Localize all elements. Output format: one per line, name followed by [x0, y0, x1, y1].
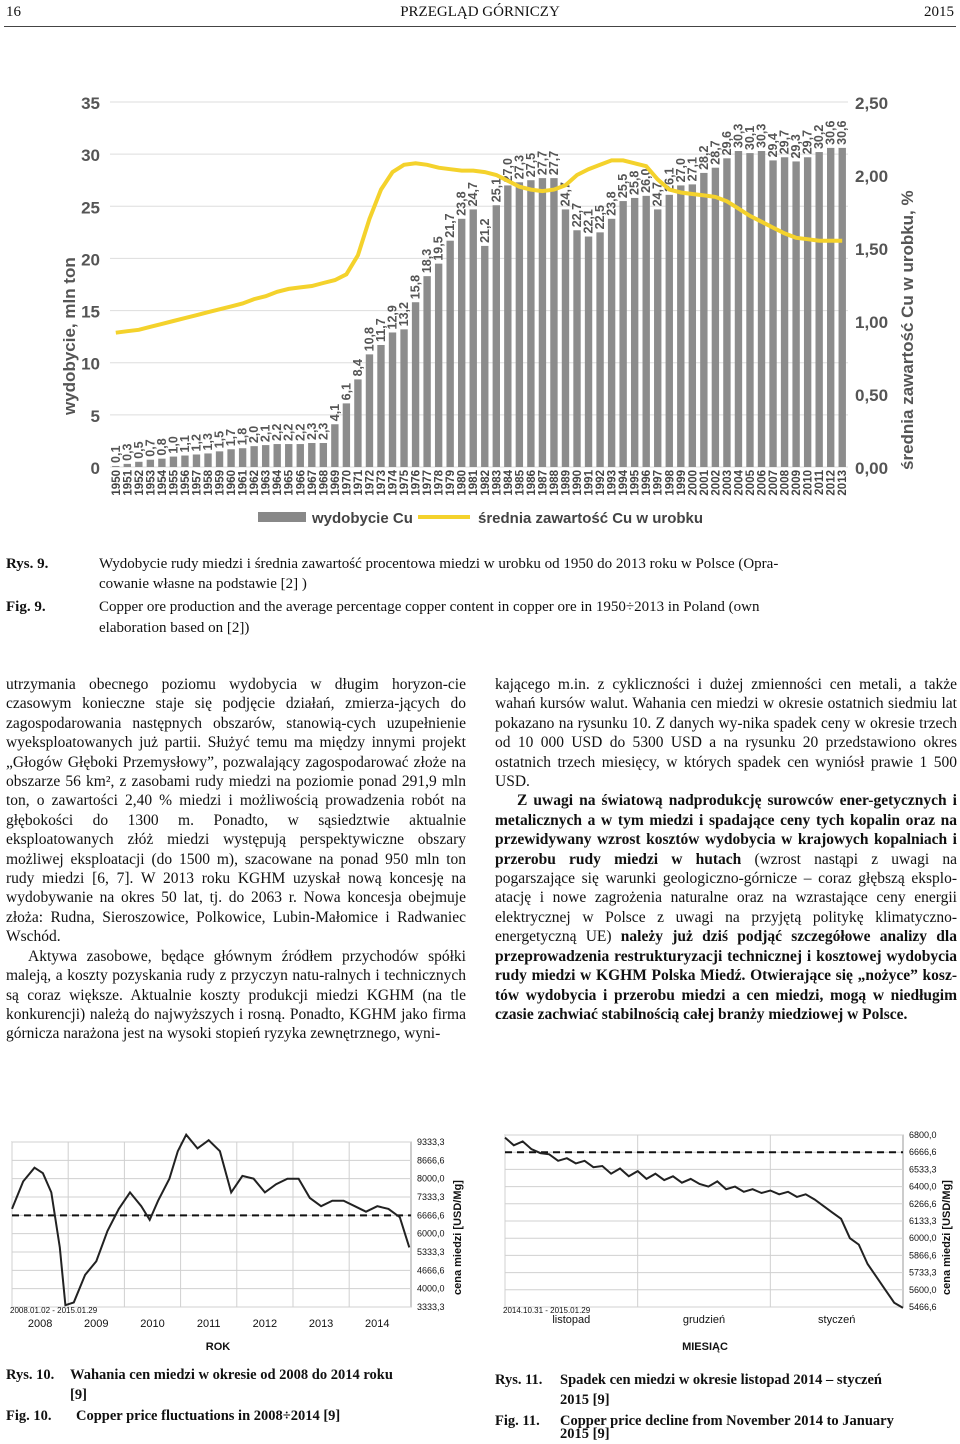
fig9-bar — [608, 219, 615, 467]
fig9-y-tick-label: 0 — [90, 459, 100, 478]
fig9-x-tick-label: 2001 — [698, 470, 711, 496]
fig9-bar — [815, 152, 822, 467]
fig9-x-tick-label: 1964 — [272, 470, 285, 496]
fig9-bar — [619, 201, 626, 467]
fig10-y-tick-label: 7333,3 — [417, 1192, 445, 1202]
fig9-x-tick-label: 1990 — [572, 470, 585, 496]
fig9-bar — [769, 160, 776, 467]
fig9-bar — [458, 219, 465, 467]
fig10-y-tick-label: 6000,0 — [417, 1228, 445, 1239]
fig11-caption-pl-label: Rys. 11. — [495, 1372, 543, 1388]
fig9-x-tick-label: 1970 — [341, 470, 354, 496]
fig9-y-tick-label: 10 — [81, 354, 100, 374]
fig9-bar — [227, 449, 234, 467]
fig10-x-tick-label: 2013 — [308, 1318, 334, 1330]
fig9-bar-label: 26,1 — [662, 167, 677, 192]
fig9-bar-label: 22,7 — [570, 202, 585, 228]
fig9-bar — [412, 302, 419, 467]
fig9-x-tick-label: 1951 — [122, 470, 135, 496]
fig11-caption-en-label: Fig. 11. — [495, 1413, 540, 1429]
fig9-x-tick-label: 1956 — [179, 470, 192, 496]
fig9-bar — [643, 196, 650, 467]
fig9-bar-label: 1,1 — [177, 435, 192, 453]
fig9-x-tick-label: 1954 — [156, 470, 169, 496]
fig9-bar-label: 18,3 — [420, 248, 435, 274]
fig9-y2-tick-label: 1,50 — [855, 240, 889, 259]
fig9-x-tick-label: 1997 — [652, 470, 665, 496]
fig9-x-tick-label: 1972 — [364, 470, 377, 496]
body-right-bold-1: Z uwagi na światową nadprodukcję surowców ener-getycznych i metalicznych a w tym miedzi i spadające ceny tych kopalin oraz na przewidywany wzrost kosztów wydobycia w krajowych kopalniach i przerobu rudy miedzi w hutach — [495, 792, 957, 868]
fig9-bar-label: 30,3 — [731, 123, 746, 149]
body-right-column — [495, 675, 957, 1024]
fig9-x-tick-label: 1950 — [110, 470, 123, 496]
fig9-bar — [423, 276, 430, 467]
fig9-bar-label: 30,6 — [835, 120, 850, 145]
fig9-bar — [112, 466, 119, 467]
fig9-bar-label: 30,6 — [823, 120, 838, 145]
fig9-bar — [262, 445, 269, 467]
fig10-x-axis-label: ROK — [205, 1341, 231, 1353]
fig9-x-tick-label: 1966 — [295, 470, 308, 496]
fig9-x-tick-label: 1989 — [560, 470, 573, 496]
fig9-caption-pl-line2: cowanie własne na podstawie [2] ) — [99, 576, 307, 592]
fig11-y-tick-label: 5733,3 — [909, 1267, 937, 1278]
fig9-x-tick-label: 1963 — [260, 470, 273, 496]
fig9-bar — [158, 459, 165, 467]
fig11-x-tick-label: grudzień — [682, 1314, 726, 1326]
fig9-bar — [631, 198, 638, 467]
fig9-bar — [181, 456, 188, 467]
fig9-y-tick-label: 30 — [81, 146, 100, 166]
fig9-bar-label: 24,7 — [558, 182, 573, 207]
fig9-bar — [274, 444, 281, 467]
fig9-bar — [193, 454, 200, 467]
fig9-bar-label: 19,5 — [431, 236, 446, 261]
fig10-y-tick-label: 3333,3 — [417, 1302, 445, 1312]
fig9-x-tick-label: 2003 — [721, 470, 734, 496]
fig9-y-tick-label: 35 — [81, 94, 100, 113]
fig9-bar-label: 27,5 — [523, 152, 538, 178]
fig9-bar-label: 1,7 — [224, 428, 239, 447]
fig10-x-tick-label: 2008 — [27, 1318, 53, 1330]
fig11-x-tick-label: styczeń — [818, 1314, 856, 1326]
fig9-y2-tick-label: 1,00 — [855, 313, 889, 332]
fig9-bar — [827, 148, 834, 467]
fig9-bar — [389, 332, 396, 467]
fig9-chart — [0, 30, 960, 550]
fig10-caption-en: Copper price fluctuations in 2008÷2014 [9] — [76, 1408, 341, 1424]
fig9-bar-label: 0,5 — [131, 441, 146, 459]
fig9-x-tick-label: 1967 — [306, 470, 319, 496]
fig9-x-tick-label: 1995 — [629, 470, 642, 496]
fig9-bar — [539, 178, 546, 467]
fig10-x-tick-label: 2012 — [252, 1318, 278, 1330]
fig9-bar-label: 1,2 — [189, 434, 204, 452]
fig9-x-tick-label: 1973 — [375, 470, 388, 496]
fig9-bar — [516, 182, 523, 467]
journal-year: 2015 — [924, 4, 954, 20]
fig10-x-tick-label: 2014 — [365, 1318, 390, 1330]
fig9-bar-label: 24,7 — [466, 182, 481, 207]
fig9-bar-label: 27,7 — [535, 150, 550, 176]
fig9-x-tick-label: 1980 — [456, 470, 469, 496]
fig9-x-tick-label: 1969 — [329, 470, 342, 496]
fig9-bar-label: 0,1 — [108, 445, 123, 463]
fig9-bar-label: 0,7 — [143, 439, 158, 457]
fig9-bar-label: 27,0 — [673, 158, 688, 183]
fig9-x-tick-label: 1979 — [445, 470, 458, 496]
fig9-bar — [400, 329, 407, 467]
fig9-bar-label: 12,9 — [385, 305, 400, 330]
fig9-x-tick-label: 1986 — [525, 470, 538, 496]
fig9-x-tick-label: 2000 — [687, 470, 700, 496]
fig9-bar — [366, 354, 373, 467]
page-number: 16 — [6, 4, 21, 20]
fig9-bar-label: 2,3 — [316, 422, 331, 441]
fig11-y-axis-label: cena miedzi [USD/Mg] — [941, 1180, 953, 1295]
fig9-x-tick-label: 1976 — [410, 470, 423, 496]
fig9-bar — [204, 453, 211, 467]
fig9-x-tick-label: 1965 — [283, 470, 296, 496]
fig9-bar — [654, 209, 661, 467]
fig9-bar-label: 27,7 — [546, 150, 561, 176]
fig9-bar-label: 8,4 — [350, 359, 365, 377]
fig9-bar-label: 1,5 — [212, 430, 227, 449]
fig11-y-tick-label: 6800,0 — [909, 1130, 937, 1140]
fig10-x-tick-label: 2011 — [196, 1318, 221, 1330]
fig9-bar — [170, 457, 177, 467]
fig9-bar-label: 30,1 — [742, 125, 757, 151]
fig9-x-tick-label: 2010 — [802, 470, 815, 496]
fig10-caption-pl-label: Rys. 10. — [6, 1367, 55, 1383]
fig11-y-tick-label: 5600,0 — [909, 1284, 937, 1295]
fig9-bar-label: 1,8 — [235, 427, 250, 446]
fig9-x-tick-label: 2004 — [733, 470, 746, 496]
fig9-caption-pl-label: Rys. 9. — [6, 556, 49, 572]
fig9-bar-label: 28,7 — [708, 140, 723, 165]
fig9-bar — [331, 424, 338, 467]
fig9-bar-label: 28,2 — [696, 145, 711, 170]
fig9-x-tick-label: 1953 — [145, 470, 158, 496]
fig9-x-tick-label: 2013 — [837, 470, 850, 496]
fig9-bar — [481, 246, 488, 467]
fig11-y-tick-label: 6400,0 — [909, 1181, 937, 1192]
fig9-x-tick-label: 1991 — [583, 470, 596, 496]
fig9-y2-tick-label: 0,50 — [855, 386, 889, 405]
fig9-bar — [573, 230, 580, 467]
fig9-y-tick-label: 25 — [81, 198, 100, 218]
fig9-bar-label: 24,7 — [650, 182, 665, 207]
fig9-legend — [258, 510, 703, 527]
fig10-y-tick-label: 8666,6 — [417, 1155, 445, 1166]
fig9-bar-label: 29,7 — [777, 129, 792, 155]
fig9-bar — [585, 237, 592, 467]
fig9-x-tick-label: 1983 — [491, 470, 504, 496]
fig9-y-axis-label: wydobycie, mln ton — [60, 257, 79, 415]
fig9-bar-label: 25,8 — [627, 170, 642, 195]
fig9-bar-label: 23,8 — [454, 191, 469, 216]
fig9-x-tick-label: 1988 — [548, 470, 561, 496]
fig9-x-tick-label: 2008 — [779, 470, 792, 496]
fig9-x-tick-label: 1971 — [352, 470, 365, 496]
fig9-x-tick-label: 2005 — [744, 470, 757, 496]
fig9-y-tick-label: 15 — [81, 302, 100, 322]
fig9-y2-tick-label: 2,50 — [855, 94, 889, 113]
fig9-bar — [446, 241, 453, 467]
fig9-x-tick-label: 1955 — [168, 470, 181, 496]
fig9-bar — [504, 185, 511, 467]
fig9-x-tick-label: 2012 — [825, 470, 838, 496]
fig9-x-tick-label: 1975 — [399, 470, 412, 496]
body-right-normal-1: (wzrost nastąpi z uwagi na pogarszające się warunki geologiczno-górnicze – coraz głębszą eksplo-atację i nowe zagrożenia naturalne oraz na wzrastające ceny energii elektrycznej w Polsce z uwagi na przyjętą politykę klimatyczno-energetyczną UE) — [495, 850, 957, 946]
fig9-x-tick-label: 1961 — [237, 470, 250, 496]
fig10-caption-en-label: Fig. 10. — [6, 1408, 52, 1424]
fig9-bar — [689, 184, 696, 467]
body-left-paragraph-1: utrzymania obecnego poziomu wydobycia w długim horyzon-cie czasowym konieczne staje się podjęcie działań, zmierza-jących do zagospodarowania następnych obszarów, stanowią-cych uzupełnienie wyeksploatowanych już partii. Służyć temu ma między innymi projekt „Głogów Głęboki Przemysłowy”, pozwalający zagospodarować złoże na obszarze 56 km², z zasobami rudy miedzi na poziomie ponad 291,9 mln ton, o zawartości 2,40 % miedzi i możliwością prowadzenia robót na głębokości do 1300 m. Ponadto, w sąsiedztwie aktualnie eksploatowanych złóż miedzi występują perspektywiczne obszary możliwej eksploatacji (do 1500 m), szacowane na ponad 950 mln ton rudy miedzi [6, 7]. W 2013 roku KGHM uzyskał nową koncesję na wydobywanie na okres 50 lat, tj. do 2063 r. Nowa koncesja obejmuje złoża: Rudna, Sieroszowice, Polkowice, Lubin-Małomice i Radwaniec Wschód. — [6, 676, 466, 946]
fig11-y-tick-label: 6533,3 — [909, 1164, 937, 1175]
fig9-bar-label: 30,2 — [812, 124, 827, 150]
fig9-bar-label: 15,8 — [408, 274, 423, 300]
fig9-bar-label: 2,2 — [270, 423, 285, 442]
header-rule — [4, 26, 956, 27]
fig9-x-tick-label: 2009 — [791, 470, 804, 496]
fig9-bar — [666, 195, 673, 467]
fig9-bar-label: 2,3 — [304, 422, 319, 441]
fig9-caption-en-label: Fig. 9. — [6, 599, 46, 615]
fig9-x-tick-label: 1978 — [433, 470, 446, 496]
fig10-y-axis-label: cena miedzi [USD/Mg] — [452, 1180, 464, 1295]
fig9-bar-label: 26,0 — [639, 168, 654, 193]
fig11-y-tick-label: 5466,6 — [909, 1302, 937, 1312]
fig11-y-tick-label: 5866,6 — [909, 1250, 937, 1261]
fig9-bar — [839, 148, 846, 467]
fig10-y-tick-label: 4666,6 — [417, 1265, 445, 1276]
fig9-bar-label: 4,1 — [327, 403, 342, 422]
fig9-bar — [320, 443, 327, 467]
fig9-bar — [135, 462, 142, 467]
fig10-y-tick-label: 4000,0 — [417, 1283, 445, 1294]
fig9-bar — [596, 232, 603, 467]
fig9-legend-swatch-bars — [258, 512, 306, 522]
fig9-bar-label: 21,7 — [443, 213, 458, 238]
fig10-x-tick-label: 2009 — [84, 1318, 109, 1330]
fig9-bar — [735, 151, 742, 467]
fig9-legend-label-bars: wydobycie Cu — [312, 510, 413, 527]
fig11-caption-pl-line2: 2015 [9] — [560, 1392, 610, 1408]
fig9-bar — [746, 153, 753, 467]
fig9-x-tick-label: 1992 — [595, 470, 608, 496]
fig11-caption-en-line1: Copper price decline from November 2014 to January — [560, 1413, 894, 1429]
fig9-x-tick-label: 1982 — [479, 470, 492, 496]
journal-title: PRZEGLĄD GÓRNICZY — [400, 4, 560, 20]
fig10-y-tick-label: 9333,3 — [417, 1137, 445, 1147]
fig9-y2-tick-label: 0,00 — [855, 459, 889, 478]
fig9-bar-label: 0,8 — [154, 438, 169, 456]
fig9-x-tick-label: 1974 — [387, 470, 400, 496]
fig9-x-tick-label: 2006 — [756, 470, 769, 496]
fig11-caption-en-line2: 2015 [9] — [560, 1426, 610, 1442]
fig9-bar — [562, 209, 569, 467]
fig9-bar-label: 27,3 — [512, 154, 527, 180]
fig9-bar — [700, 173, 707, 467]
fig9-bar-label: 30,3 — [754, 123, 769, 149]
fig9-bar — [781, 157, 788, 467]
fig9-x-tick-label: 1987 — [537, 470, 550, 496]
fig9-x-tick-label: 1993 — [606, 470, 619, 496]
fig10-chart — [6, 1125, 468, 1360]
fig10-y-tick-label: 5333,3 — [417, 1247, 445, 1257]
fig9-bar-label: 11,7 — [373, 318, 388, 342]
fig9-y2-axis-label: średnia zawartość Cu w urobku, % — [898, 190, 917, 470]
fig9-bar-label: 22,5 — [593, 205, 608, 230]
fig9-bar — [792, 161, 799, 467]
fig9-bar-label: 22,1 — [581, 209, 596, 234]
fig9-bar-label: 2,0 — [247, 425, 262, 444]
fig10-date-range-label: 2008.01.02 - 2015.01.29 — [10, 1306, 98, 1315]
fig9-bar — [527, 180, 534, 467]
fig9-x-tick-label: 1994 — [618, 470, 631, 496]
fig9-bar — [285, 444, 292, 467]
fig9-bar — [804, 157, 811, 467]
fig9-x-tick-label: 1968 — [318, 470, 331, 496]
body-left-paragraph-2: Aktywa zasobowe, będące głównym źródłem przychodów spółki maleją, a koszty pozyskania rudy z przyczyn natu-ralnych i technicznych są coraz większe. Aktualnie koszty produkcji miedzi KGHM (na tle konkurencji) należą do najwyższych i rosną. Ponadto, KGHM jako firma górnicza narażona jest na wysoki stopień ryzyka zewnętrznego, wyni- — [6, 947, 466, 1043]
fig9-y-tick-label: 5 — [90, 406, 100, 426]
fig9-bar — [216, 451, 223, 467]
fig9-x-tick-label: 1998 — [664, 470, 677, 496]
fig9-x-tick-label: 1957 — [191, 470, 204, 496]
fig10-caption-pl-line2: [9] — [70, 1387, 87, 1403]
fig9-bar-label: 29,3 — [789, 134, 804, 159]
fig9-caption-en-line2: elaboration based on [2]) — [99, 620, 250, 636]
fig9-x-tick-label: 1981 — [468, 470, 481, 496]
fig9-bar-label: 25,5 — [616, 173, 631, 199]
fig11-date-range-label: 2014.10.31 - 2015.01.29 — [503, 1306, 591, 1315]
fig9-bar — [354, 379, 361, 467]
fig9-bar — [712, 168, 719, 467]
fig9-bar-label: 2,2 — [293, 423, 308, 442]
fig9-bar-label: 23,8 — [604, 191, 619, 216]
fig9-bar — [343, 403, 350, 467]
fig9-x-tick-label: 1977 — [422, 470, 435, 496]
fig11-y-tick-label: 6666,6 — [909, 1147, 937, 1158]
fig9-x-tick-label: 1962 — [249, 470, 262, 496]
fig9-x-tick-label: 1999 — [675, 470, 688, 496]
fig9-bar — [124, 464, 131, 467]
body-right-bold-2: należy już dziś podjąć szczegółowe analizy dla przeprowadzenia restrukturyzacji technicznej i kosztowej wydobycia rudy miedzi w KGHM Polska Miedź. Otwierające się „nożyce” kosz-tów wydobycia i przerobu miedzi a cen miedzi, mogą w niedługim czasie zachwiać stabilnością całej branży miedziowej w Polsce. — [495, 928, 957, 1023]
fig9-bar — [470, 209, 477, 467]
fig11-x-tick-label: listopad — [552, 1314, 591, 1326]
fig9-y2-tick-label: 2,00 — [855, 167, 889, 186]
fig9-bar-label: 13,2 — [397, 301, 412, 327]
fig9-x-tick-label: 1996 — [641, 470, 654, 496]
fig9-bar — [250, 446, 257, 467]
fig10-x-tick-label: 2010 — [140, 1318, 165, 1330]
fig9-x-tick-label: 2011 — [814, 470, 827, 495]
body-left-column — [6, 675, 466, 1044]
fig9-x-tick-label: 1960 — [226, 470, 239, 496]
fig11-y-tick-label: 6266,6 — [909, 1198, 937, 1209]
fig9-bar-label: 27,0 — [500, 158, 515, 183]
fig9-bar — [239, 448, 246, 467]
fig9-x-tick-label: 1959 — [214, 470, 227, 496]
fig9-bar-label: 0,3 — [120, 443, 135, 461]
fig9-bar — [297, 444, 304, 467]
fig9-x-tick-label: 2007 — [768, 470, 781, 496]
fig9-x-tick-label: 2002 — [710, 470, 723, 496]
fig9-bar-label: 1,3 — [201, 433, 216, 451]
fig10-y-tick-label: 6666,6 — [417, 1210, 445, 1221]
fig9-x-tick-label: 1952 — [133, 470, 146, 496]
fig11-y-tick-label: 6000,0 — [909, 1233, 937, 1244]
fig9-bar — [677, 185, 684, 467]
fig11-chart — [495, 1125, 957, 1360]
fig9-bar-label: 2,1 — [258, 424, 273, 443]
fig9-bar-label: 25,1 — [489, 177, 504, 203]
fig9-bar-label: 29,6 — [719, 130, 734, 156]
fig9-bar — [435, 264, 442, 467]
fig9-bar — [550, 178, 557, 467]
fig9-caption-en-line1: Copper ore production and the average percentage copper content in copper ore in 1950÷2013 in Poland (own — [99, 599, 760, 615]
fig9-x-tick-label: 1984 — [502, 470, 515, 496]
body-right-paragraph-2 — [495, 791, 957, 1024]
fig9-bar-label: 1,0 — [166, 436, 181, 454]
fig9-bar-label: 6,1 — [339, 382, 354, 401]
fig11-y-tick-label: 6133,3 — [909, 1216, 937, 1226]
fig9-bar — [147, 460, 154, 467]
fig9-bar-label: 10,8 — [362, 327, 377, 352]
fig9-x-tick-label: 1958 — [203, 470, 216, 496]
fig9-bar — [493, 205, 500, 467]
fig9-bar-label: 27,1 — [685, 157, 700, 182]
fig9-bar — [758, 151, 765, 467]
fig9-bar-label: 29,4 — [766, 133, 781, 158]
fig11-caption-pl-line1: Spadek cen miedzi w okresie listopad 2014 – styczeń — [560, 1372, 882, 1388]
fig9-bar-label: 21,2 — [477, 218, 492, 243]
fig9-bar-label: 2,2 — [281, 423, 296, 442]
fig9-legend-label-line: średnia zawartość Cu w urobku — [478, 510, 704, 527]
fig10-caption-pl-line1: Wahania cen miedzi w okresie od 2008 do 2014 roku — [70, 1367, 393, 1383]
fig9-bar — [308, 443, 315, 467]
fig9-bar-label: 29,7 — [800, 129, 815, 155]
fig9-x-tick-label: 1985 — [514, 470, 527, 496]
fig9-caption-pl-line1: Wydobycie rudy miedzi i średnia zawartość procentowa miedzi w urobku od 1950 do 2013 roku w Polsce (Opra- — [99, 556, 779, 572]
fig11-x-axis-label: MIESIĄC — [682, 1341, 728, 1353]
fig10-y-tick-label: 8000,0 — [417, 1173, 445, 1184]
fig9-bar — [377, 345, 384, 467]
body-right-paragraph-1: kającego m.in. z cykliczności i dużej zmienności cen metali, a także wahań kursów walut. Wahania cen miedzi w okresie ostatnich siedmiu lat pokazano na rysunku 10. Z danych wy-nika spadek ceny w okresie trzech od 10 000 USD do 5300 USD a na rysunku 20 przedstawiono okres ostatnich trzech miesięcy, w których spadek cen wyniósł prawie 1 500 USD. — [495, 676, 957, 791]
fig9-y-tick-label: 20 — [81, 250, 100, 270]
